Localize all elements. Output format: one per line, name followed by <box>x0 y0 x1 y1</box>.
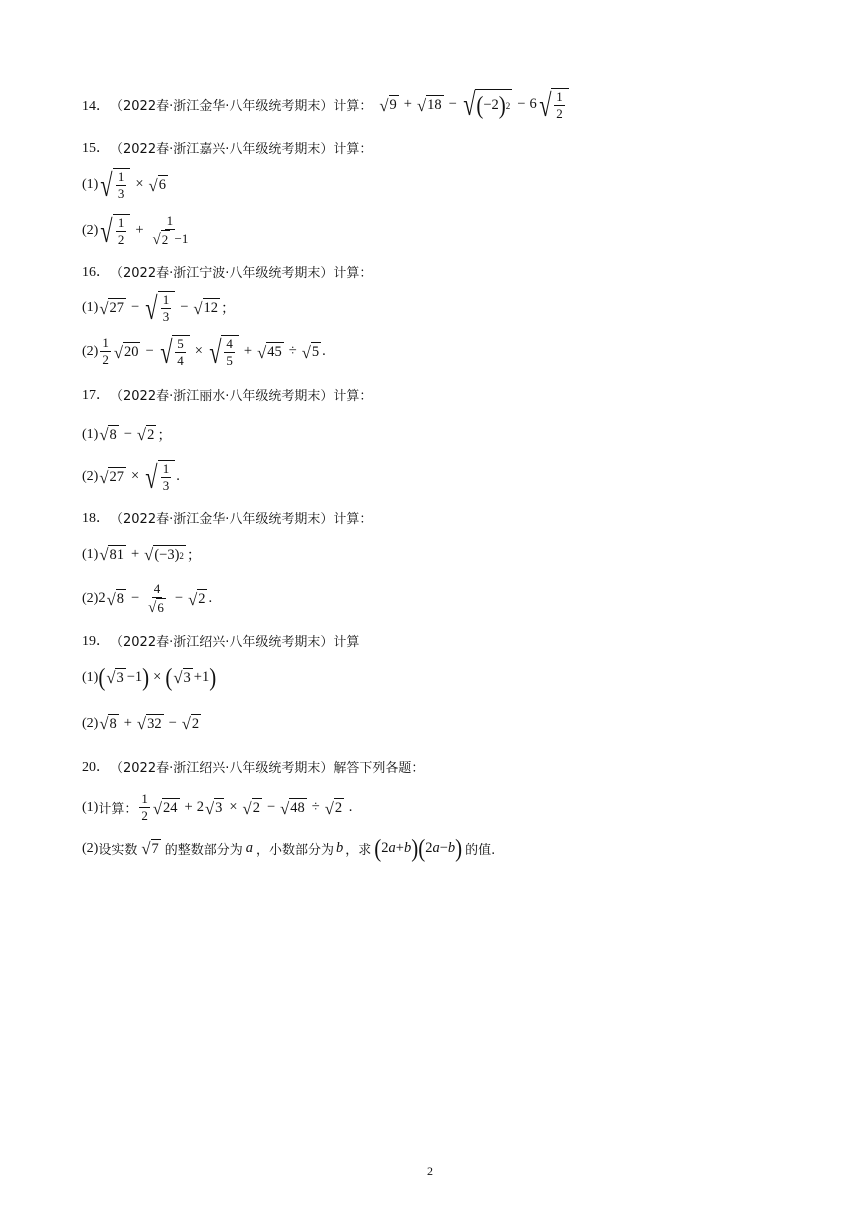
problem-14 <box>82 88 570 122</box>
problem-15-part-1 <box>82 168 169 202</box>
problem-number: 19． <box>82 634 110 649</box>
problem-source: （2022春·浙江绍兴·八年级统考期末） <box>110 760 334 776</box>
part-text: 计算： <box>98 802 138 818</box>
math-expression: 2 √ 8 − 4 √ 6 − √ 2 . <box>98 581 213 616</box>
math-expression: $\frac{1}{2}$ √ 24 + 2 √ 3 × √ 2 − √ 48 ÷ √ 2 . <box>141 791 353 823</box>
part-label: (1) <box>82 176 99 192</box>
problem-16-part-1 <box>82 291 236 325</box>
part-text: 设实数 <box>98 843 138 859</box>
math-expression: √ 8 − √ 2 ； <box>99 425 172 445</box>
problem-source: （2022春·浙江宁波·八年级统考期末） <box>110 265 334 281</box>
part-label: (2) <box>82 343 99 359</box>
problem-17 <box>82 384 372 404</box>
math-expression: ( √ 3 −1 ) × ( √ 3 +1 ) <box>98 662 217 692</box>
problem-18 <box>82 507 372 527</box>
problem-17-part-1 <box>82 424 172 445</box>
problem-number: 15． <box>82 141 110 156</box>
problem-number: 16． <box>82 265 110 280</box>
problem-15-part-2 <box>82 214 192 248</box>
problem-17-part-2 <box>82 460 180 494</box>
problem-15 <box>82 137 372 157</box>
problem-command: 解答下列各题： <box>333 760 425 776</box>
problem-number: 17． <box>82 388 110 403</box>
problem-command: 计算： <box>333 511 373 527</box>
problem-20-part-2 <box>82 833 496 863</box>
variable-a: a <box>245 840 254 857</box>
problem-source: （2022春·浙江金华·八年级统考期末） <box>110 511 334 527</box>
problem-source: （2022春·浙江绍兴·八年级统考期末） <box>110 634 334 650</box>
problem-source: （2022春·浙江嘉兴·八年级统考期末） <box>110 141 334 157</box>
problem-19 <box>82 630 359 650</box>
problem-18-part-1 <box>82 544 201 565</box>
problem-command: 计算： <box>333 265 373 281</box>
page-number: 2 <box>427 1164 433 1178</box>
part-text: ，求 <box>345 843 372 859</box>
problem-19-part-1 <box>82 662 217 692</box>
problem-number: 20． <box>82 760 110 775</box>
problem-command: 计算： <box>333 388 373 404</box>
part-label: (2) <box>82 222 99 238</box>
part-text: 的整数部分为 <box>164 843 243 859</box>
math-expression: ( 2 a + b ) ( 2 a − b ) <box>374 833 463 863</box>
part-label: (1) <box>82 669 99 685</box>
math-expression: √ $\frac{1}{2}$ + 1 √ 2 −1 <box>100 213 189 249</box>
variable-b: b <box>336 840 344 857</box>
problem-command: 计算 <box>333 634 360 650</box>
math-sqrt7: √ 7 <box>141 839 159 859</box>
problem-20 <box>82 756 424 776</box>
part-label: (1) <box>82 299 99 315</box>
problem-19-part-2 <box>82 714 202 733</box>
problem-16 <box>82 261 372 281</box>
math-expression: $\frac{1}{2}$ √ 20 − √ $\frac{5}{4}$ × √ $\frac{4}{5}$ + √ 45 ÷ √ 5 . <box>102 334 326 370</box>
part-text: ，小数部分为 <box>256 843 335 859</box>
math-expression: √ 9 + √ 18 − √ ( −2 ) 2 − 6 √ $\frac{1}{2}$ <box>378 88 569 122</box>
problem-source: （2022春·浙江金华·八年级统考期末） <box>110 99 334 115</box>
math-expression: √ $\frac{1}{3}$ × √ 6 <box>100 167 166 203</box>
part-label: (2) <box>82 590 99 606</box>
math-expression: √ 27 − √ $\frac{1}{3}$ − √ 12 ； <box>99 290 236 326</box>
problem-command: 计算： <box>333 141 373 157</box>
problem-16-part-2 <box>82 335 326 369</box>
problem-number: 14． <box>82 98 110 114</box>
part-label: (1) <box>82 546 99 562</box>
problem-number: 18． <box>82 511 110 526</box>
part-label: (1) <box>82 426 99 442</box>
part-text: 的值. <box>465 843 496 859</box>
math-expression: √ 27 × √ $\frac{1}{3}$ . <box>99 459 180 495</box>
problem-18-part-2 <box>82 582 212 616</box>
math-expression: √ 81 + √ (−3) 2 ； <box>99 545 202 565</box>
problem-20-part-1 <box>82 792 352 824</box>
problem-command: 计算： <box>333 99 373 115</box>
part-label: (1) <box>82 799 99 815</box>
math-expression: √ 8 + √ 32 − √ 2 <box>99 714 200 734</box>
part-label: (2) <box>82 715 99 731</box>
problem-source: （2022春·浙江丽水·八年级统考期末） <box>110 388 334 404</box>
part-label: (2) <box>82 468 99 484</box>
part-label: (2) <box>82 840 99 856</box>
